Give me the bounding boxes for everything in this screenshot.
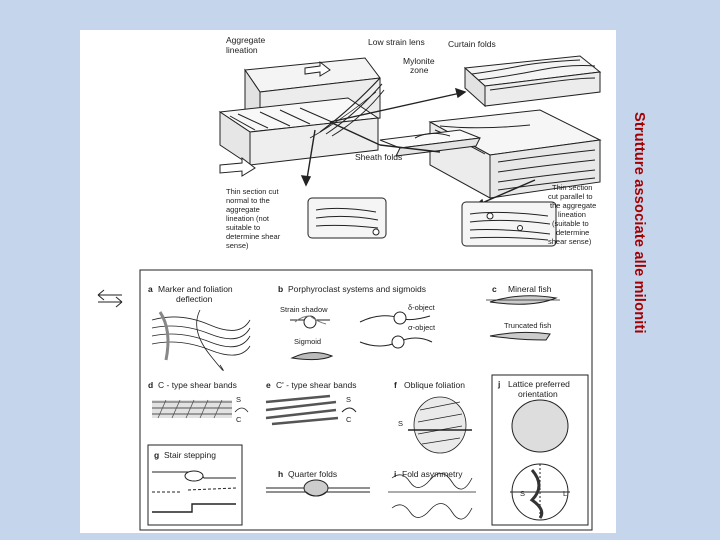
svg-text:C: C xyxy=(346,415,352,424)
panel-g-sketch xyxy=(152,471,236,512)
svg-text:deflection: deflection xyxy=(176,294,213,304)
svg-text:Strain shadow: Strain shadow xyxy=(280,305,328,314)
svg-text:δ-object: δ-object xyxy=(408,303,435,312)
svg-text:sense): sense) xyxy=(226,241,249,250)
svg-text:lineation (not: lineation (not xyxy=(226,214,269,223)
panel-d-sketch xyxy=(152,400,248,418)
svg-text:d: d xyxy=(148,380,154,390)
svg-text:Thin section: Thin section xyxy=(552,183,593,192)
thin-section-parallel xyxy=(462,202,556,246)
svg-text:orientation: orientation xyxy=(518,389,558,399)
svg-text:S: S xyxy=(236,395,242,404)
svg-text:g: g xyxy=(154,450,160,460)
svg-text:Stair stepping: Stair stepping xyxy=(164,450,216,460)
svg-text:C - type shear bands: C - type shear bands xyxy=(158,380,237,390)
svg-text:determine: determine xyxy=(556,228,590,237)
svg-text:S: S xyxy=(398,419,404,428)
svg-text:Low strain lens: Low strain lens xyxy=(368,37,425,47)
panel-c-sketch xyxy=(486,296,560,340)
svg-text:Sheath folds: Sheath folds xyxy=(355,152,403,162)
curtain-fold-block xyxy=(380,56,600,198)
slide-title: Strutture associate alle miloniti xyxy=(631,112,647,334)
svg-text:suitable to: suitable to xyxy=(226,223,261,232)
svg-text:Thin section cut: Thin section cut xyxy=(226,187,279,196)
svg-text:S: S xyxy=(346,395,352,404)
svg-text:L: L xyxy=(563,489,568,498)
svg-text:S: S xyxy=(520,489,526,498)
panel-b-sketch xyxy=(290,312,432,360)
panel-j-sketch xyxy=(510,400,570,520)
svg-text:e: e xyxy=(266,380,271,390)
svg-text:Quarter folds: Quarter folds xyxy=(288,469,338,479)
svg-text:aggregate: aggregate xyxy=(226,205,260,214)
svg-text:σ-object: σ-object xyxy=(408,323,436,332)
figure xyxy=(80,30,616,533)
svg-text:determine shear: determine shear xyxy=(226,232,281,241)
svg-text:shear sense): shear sense) xyxy=(548,237,592,246)
svg-text:C' - type shear bands: C' - type shear bands xyxy=(276,380,357,390)
svg-text:the aggregate: the aggregate xyxy=(550,201,597,210)
panel-h-sketch xyxy=(266,480,370,496)
panel-e-sketch xyxy=(266,396,356,424)
thin-section-normal xyxy=(308,198,386,238)
panel-f-sketch xyxy=(408,397,472,453)
svg-text:h: h xyxy=(278,469,284,479)
svg-text:i: i xyxy=(394,469,397,479)
svg-text:Oblique foliation: Oblique foliation xyxy=(404,380,465,390)
shear-sense-arrows-icon xyxy=(98,290,122,307)
svg-text:j: j xyxy=(498,379,501,389)
svg-text:a: a xyxy=(148,284,153,294)
svg-text:Curtain folds: Curtain folds xyxy=(448,39,496,49)
svg-text:C: C xyxy=(236,415,242,424)
mylonite-structures-diagram xyxy=(80,30,616,533)
svg-text:f: f xyxy=(394,380,397,390)
svg-text:lineation: lineation xyxy=(226,45,258,55)
svg-text:Fold asymmetry: Fold asymmetry xyxy=(402,469,463,479)
svg-text:c: c xyxy=(492,284,497,294)
svg-text:Porphyroclast systems and sigm: Porphyroclast systems and sigmoids xyxy=(288,284,426,294)
svg-text:b: b xyxy=(278,284,284,294)
svg-text:cut parallel to: cut parallel to xyxy=(548,192,593,201)
svg-text:Mineral fish: Mineral fish xyxy=(508,284,552,294)
svg-text:Marker and foliation: Marker and foliation xyxy=(158,284,233,294)
panel-i-sketch xyxy=(388,473,476,519)
svg-text:Truncated fish: Truncated fish xyxy=(504,321,552,330)
svg-text:Mylonite: Mylonite xyxy=(403,56,435,66)
svg-text:Lattice preferred: Lattice preferred xyxy=(508,379,570,389)
svg-text:(suitable to: (suitable to xyxy=(552,219,589,228)
panel-a-sketch xyxy=(152,310,250,371)
svg-text:Sigmoid: Sigmoid xyxy=(294,337,322,346)
panel-labels xyxy=(148,284,570,498)
svg-text:Aggregate: Aggregate xyxy=(226,35,266,45)
svg-text:normal to the: normal to the xyxy=(226,196,270,205)
svg-text:lineation: lineation xyxy=(558,210,586,219)
svg-text:zone: zone xyxy=(410,65,429,75)
